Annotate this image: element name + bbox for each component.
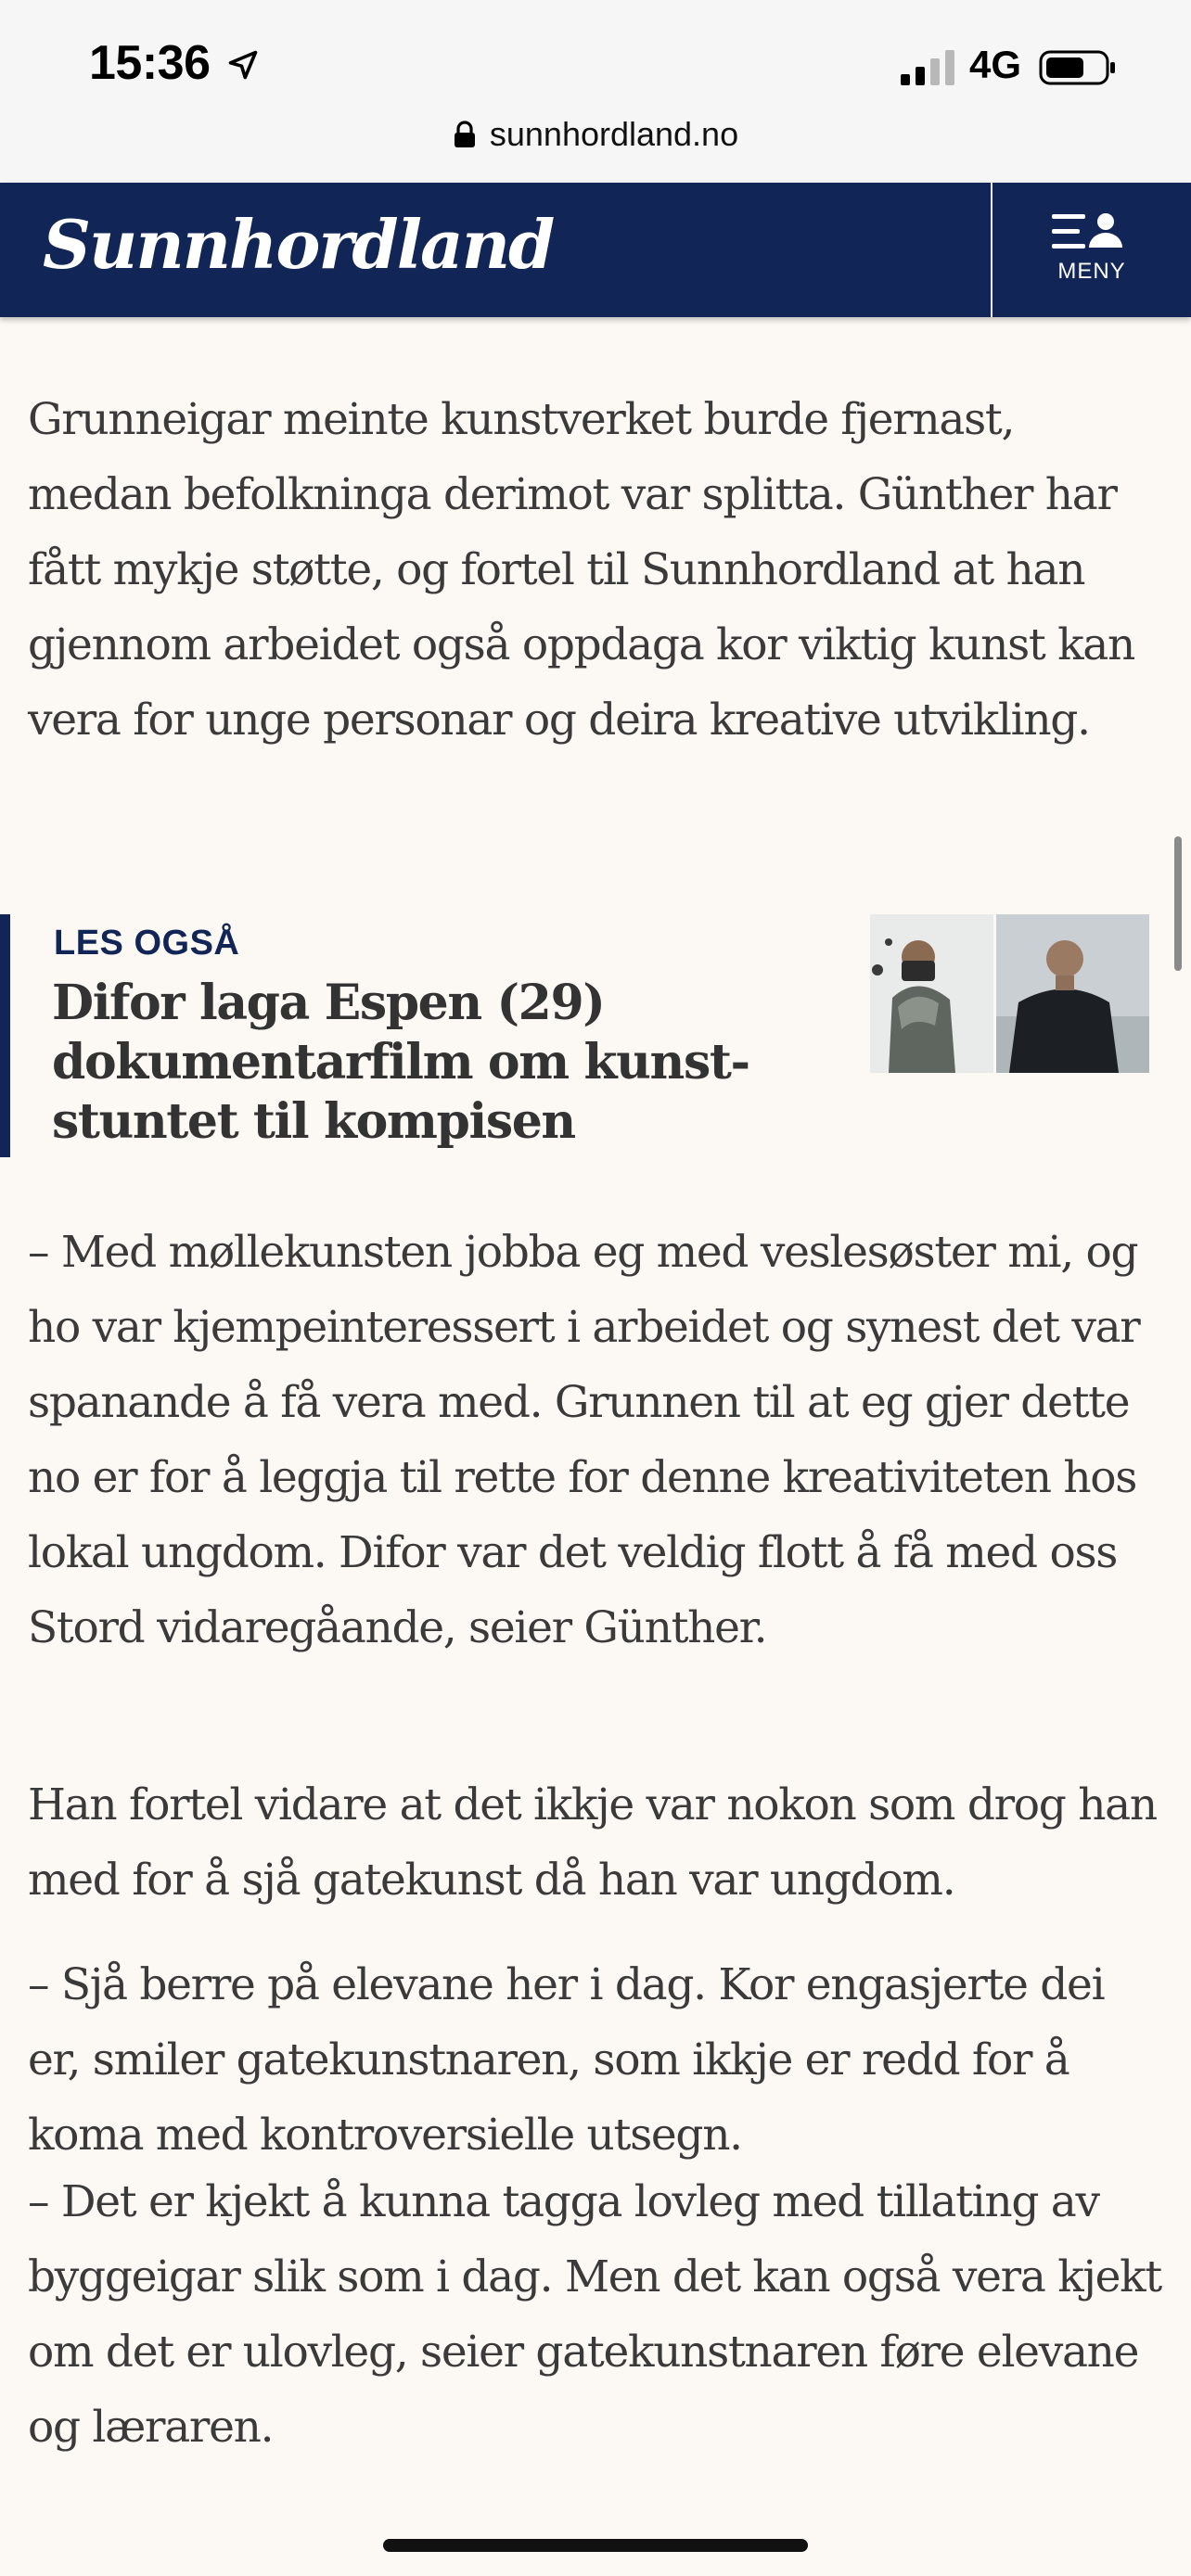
- lock-icon: [453, 121, 477, 148]
- address-bar[interactable]: [0, 115, 1191, 154]
- article-paragraph: – Sjå berre på elevane her i dag. Kor engasjerte dei er, smiler gatekunstnaren, som ikkje er redd for å koma med kontroversielle utsegn.: [28, 1959, 1105, 2161]
- network-type: 4G: [969, 43, 1022, 86]
- site-header: [0, 183, 1191, 317]
- status-bar: [0, 0, 1191, 183]
- cellular-signal-icon: [901, 48, 958, 85]
- read-also-kicker: LES OGSÅ: [54, 924, 240, 963]
- article-paragraph: – Med møllekunsten jobba eg med veslesøster mi, og ho var kjempeinteressert i arbeidet og synest det var spanande å få vera med. Grunnen til at eg gjer dette no er for å leggja til rette for denne kreativiteten hos lokal ungdom. Difor var det veldig flott å få med oss Stord vidaregåande, seier Günther.: [28, 1227, 1140, 1653]
- battery-icon: [1039, 48, 1117, 87]
- site-logo[interactable]: Sunnhordland: [43, 205, 554, 284]
- menu-label: MENY: [1057, 259, 1126, 284]
- read-also-headline[interactable]: Difor laga Espen (29) dokumentarfilm om kunst-stuntet til kompisen: [52, 975, 749, 1150]
- article-paragraph: Han fortel vidare at det ikkje var nokon som drog han med for å sjå gatekunst då han var ungdom.: [28, 1779, 1157, 1906]
- teaser-accent-bar: [0, 914, 10, 1157]
- home-indicator[interactable]: [383, 2539, 808, 2552]
- article-paragraph: Grunneigar meinte kunstverket burde fjernast, medan befolkninga derimot var splitta. Günther har fått mykje støtte, og fortel til Sunnhordland at han gjennom arbeidet også oppdaga kor viktig kunst kan vera for unge personar og deira kreative utvikling.: [28, 394, 1134, 746]
- menu-button[interactable]: [992, 183, 1191, 317]
- article-paragraph: – Det er kjekt å kunna tagga lovleg med tillating av byggeigar slik som i dag. Men det kan også vera kjekt om det er ulovleg, seier gatekunstnaren føre elevane og læraren.: [28, 2176, 1161, 2453]
- menu-user-icon: [1052, 210, 1126, 255]
- read-also-teaser[interactable]: [0, 914, 1191, 1157]
- url-text: sunnhordland.no: [489, 115, 739, 153]
- status-time: 15:36: [89, 36, 211, 90]
- page-scrollbar[interactable]: [1174, 836, 1182, 971]
- read-also-thumbnail: [870, 914, 1149, 1073]
- location-arrow-icon: [226, 48, 260, 82]
